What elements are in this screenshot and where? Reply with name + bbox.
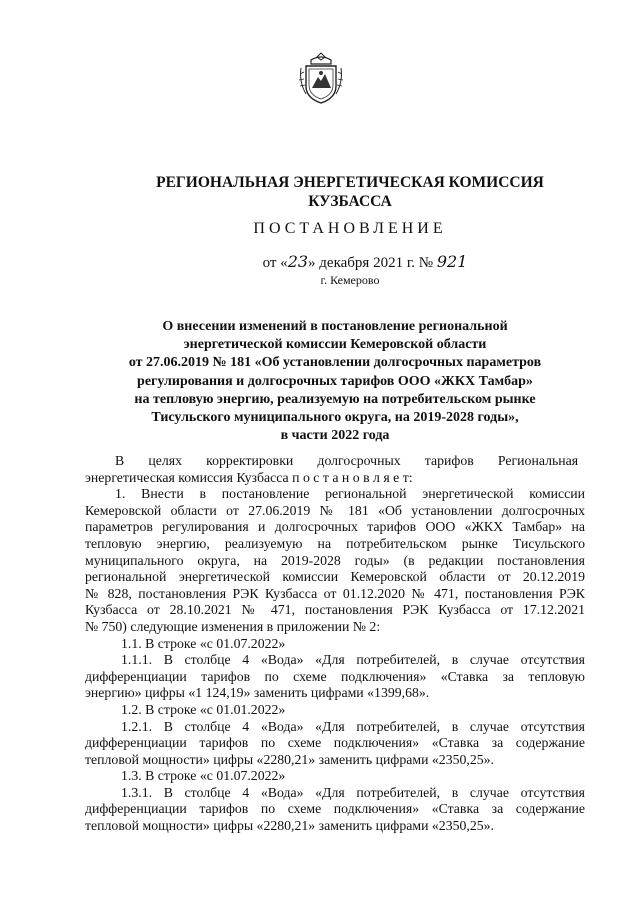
coat-of-arms-icon [298,50,344,106]
subject-line: от 27.06.2019 № 181 «Об установлении долгосрочных параметров [128,355,542,371]
body-line: 1. Внести в постановление региональной энергетической комиссии [115,486,585,502]
organization-name-line2: КУЗБАССА [308,193,392,210]
subject-line: О внесении изменений в постановление региональной [162,319,508,334]
subject-line: регулирования и долгосрочных тарифов ООО «ЖКХ Тамбар» [137,373,533,389]
body-line: параметров регулирования и долгосрочных тарифов ООО «ЖКХ Тамбар» на [85,519,585,535]
body-line: региональной энергетической комиссии Кемеровской области от 20.12.2019 [85,569,585,585]
body-line: 1.2. В строке «с 01.01.2022» [121,701,286,717]
body-line: Кемеровской области от 27.06.2019 № 181 «Об установлении долгосрочных [85,502,585,518]
body-line: В целях корректировки долгосрочных тарифов Региональная [115,453,579,468]
subject-line: Тисульского муниципального округа, на 2019-2028 годы», [151,410,519,426]
body-line: 1.3. В строке «с 01.07.2022» [121,768,286,784]
subject-line: на тепловую энергию, реализуемую на потребительском рынке [134,391,536,407]
body-line: энергию» цифры «1 124,19» заменить цифрами «1399,68». [85,685,430,701]
document-date-number [200,252,530,272]
body-line: 1.1. В строке «с 01.07.2022» [121,635,286,651]
date-rest: » декабря 2021 г. № [308,255,434,271]
body-line: 1.1.1. В столбце 4 «Вода» «Для потребителей, в случае отсутствия [121,652,585,668]
date-day: 23 [287,252,309,271]
body-line: дифференциации тарифов по схеме подключения» «Ставка за тепловую [85,668,585,684]
city: г. Кемерово [320,273,380,287]
document-number: 921 [436,252,468,271]
body-line: тепловой мощности» цифры «2280,21» заменить цифрами «2350,25». [85,751,494,767]
body-line: № 828, постановления РЭК Кузбасса от 01.12.2020 № 471, постановления РЭК [85,585,585,601]
body-line: 1.3.1. В столбце 4 «Вода» «Для потребителей, в случае отсутствия [121,784,585,800]
body-line: энергетическая комиссия Кузбасса п о с т а н о в л я е т: [85,469,413,485]
subject-line: в части 2022 года [280,428,390,444]
document-subject [70,318,600,445]
subject-line: энергетической комиссии Кемеровской области [183,337,487,353]
body-line: № 750) следующие изменения в приложении № 2: [85,618,381,634]
date-prefix: от « [262,255,288,271]
body-line: Кузбасса от 28.10.2021 № 471, постановления РЭК Кузбасса от 17.12.2021 [85,602,585,618]
body-line: тепловой мощности» цифры «2280,21» заменить цифрами «2350,25». [85,818,494,834]
organization-name: РЕГИОНАЛЬНАЯ ЭНЕРГЕТИЧЕСКАЯ КОМИССИЯ [156,174,544,191]
body-line: 1.2.1. В столбце 4 «Вода» «Для потребителей, в случае отсутствия [121,718,585,734]
body-line: тепловую энергию, реализуемую на потребительском рынке Тисульского [85,535,585,551]
document-body [85,453,585,835]
document-type: ПОСТАНОВЛЕНИЕ [253,220,447,237]
body-line: муниципального округа, на 2019-2028 годы» (в редакции постановления [85,552,585,568]
body-line: дифференциации тарифов по схеме подключения» «Ставка за содержание [85,735,585,751]
body-line: дифференциации тарифов по схеме подключения» «Ставка за содержание [85,801,585,817]
